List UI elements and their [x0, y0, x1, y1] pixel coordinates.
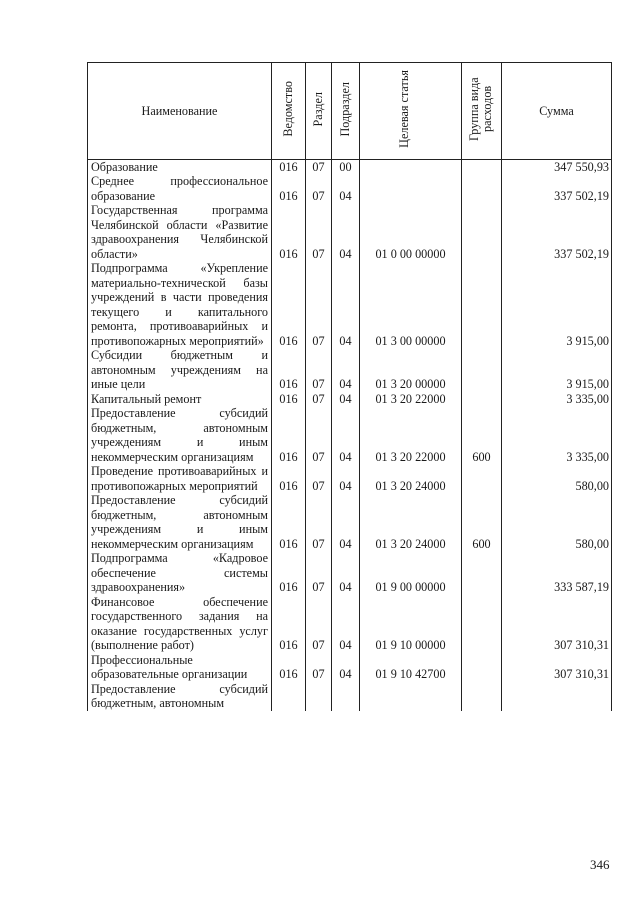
- cell-section: 07: [306, 653, 332, 682]
- cell-group: [462, 595, 502, 653]
- cell-target: 01 9 00 00000: [360, 551, 462, 595]
- table-row: [88, 595, 612, 653]
- cell-group: [462, 261, 502, 348]
- cell-name: Государственная программа Челябинской области «Развитие здравоохранения Челябинской области»: [88, 203, 272, 261]
- cell-section: 07: [306, 261, 332, 348]
- cell-sum: 3 915,00: [502, 261, 612, 348]
- cell-section: 07: [306, 595, 332, 653]
- cell-subsection: 00: [332, 159, 360, 174]
- cell-section: [306, 682, 332, 711]
- header-section: Раздел: [306, 63, 332, 160]
- cell-sum: 333 587,19: [502, 551, 612, 595]
- cell-sum: 580,00: [502, 464, 612, 493]
- table-row: [88, 348, 612, 392]
- table-row: [88, 159, 612, 174]
- cell-group: [462, 551, 502, 595]
- cell-name: Подпрограмма «Укрепление материально-технической базы учреждений в части проведения текущего и капитального ремонта, противоаварийных и противопожарных мероприятий»: [88, 261, 272, 348]
- header-subsection: Подраздел: [332, 63, 360, 160]
- cell-group: [462, 174, 502, 203]
- cell-target: 01 3 20 24000: [360, 493, 462, 551]
- cell-subsection: 04: [332, 493, 360, 551]
- cell-sum: 307 310,31: [502, 653, 612, 682]
- cell-section: 07: [306, 551, 332, 595]
- table-row: [88, 392, 612, 407]
- cell-target: 01 3 20 22000: [360, 392, 462, 407]
- header-expense-group: Группа вида расходов: [462, 63, 502, 160]
- cell-name: Образование: [88, 159, 272, 174]
- cell-target: [360, 174, 462, 203]
- cell-ministry: 016: [272, 203, 306, 261]
- cell-group: 600: [462, 493, 502, 551]
- cell-subsection: 04: [332, 464, 360, 493]
- cell-group: [462, 203, 502, 261]
- cell-target: 01 3 20 00000: [360, 348, 462, 392]
- cell-sum: 3 915,00: [502, 348, 612, 392]
- table-row: [88, 174, 612, 203]
- cell-target: 01 9 10 42700: [360, 653, 462, 682]
- table-row: [88, 261, 612, 348]
- cell-section: 07: [306, 392, 332, 407]
- cell-target: 01 0 00 00000: [360, 203, 462, 261]
- header-target-article: Целевая статья: [360, 63, 462, 160]
- cell-subsection: 04: [332, 392, 360, 407]
- cell-subsection: 04: [332, 653, 360, 682]
- cell-ministry: 016: [272, 551, 306, 595]
- table-row: [88, 493, 612, 551]
- cell-ministry: 016: [272, 174, 306, 203]
- cell-section: 07: [306, 406, 332, 464]
- cell-name: Предоставление субсидий бюджетным, автономным: [88, 682, 272, 711]
- header-ministry: Ведомство: [272, 63, 306, 160]
- cell-group: [462, 682, 502, 711]
- cell-ministry: 016: [272, 392, 306, 407]
- table-row: [88, 203, 612, 261]
- table-header: [88, 63, 612, 160]
- cell-sum: 347 550,93: [502, 159, 612, 174]
- cell-section: 07: [306, 203, 332, 261]
- cell-subsection: 04: [332, 595, 360, 653]
- cell-sum: 580,00: [502, 493, 612, 551]
- cell-name: Проведение противоаварийных и противопожарных мероприятий: [88, 464, 272, 493]
- cell-group: 600: [462, 406, 502, 464]
- cell-section: 07: [306, 464, 332, 493]
- cell-ministry: 016: [272, 493, 306, 551]
- cell-target: 01 3 20 22000: [360, 406, 462, 464]
- cell-subsection: 04: [332, 406, 360, 464]
- cell-ministry: 016: [272, 261, 306, 348]
- cell-ministry: 016: [272, 159, 306, 174]
- table-row: [88, 682, 612, 711]
- cell-section: 07: [306, 348, 332, 392]
- table-body: [88, 159, 612, 711]
- cell-section: 07: [306, 159, 332, 174]
- cell-name: Подпрограмма «Кадровое обеспечение системы здравоохранения»: [88, 551, 272, 595]
- cell-sum: 337 502,19: [502, 203, 612, 261]
- cell-name: Предоставление субсидий бюджетным, автономным учреждениям и иным некоммерческим организациям: [88, 493, 272, 551]
- cell-sum: 337 502,19: [502, 174, 612, 203]
- cell-name: Среднее профессиональное образование: [88, 174, 272, 203]
- cell-group: [462, 392, 502, 407]
- cell-ministry: 016: [272, 464, 306, 493]
- cell-section: 07: [306, 174, 332, 203]
- cell-subsection: 04: [332, 203, 360, 261]
- cell-subsection: 04: [332, 261, 360, 348]
- cell-ministry: 016: [272, 348, 306, 392]
- cell-name: Субсидии бюджетным и автономным учреждениям на иные цели: [88, 348, 272, 392]
- cell-name: Профессиональные образовательные организации: [88, 653, 272, 682]
- cell-subsection: 04: [332, 551, 360, 595]
- table-row: [88, 406, 612, 464]
- cell-group: [462, 464, 502, 493]
- cell-ministry: 016: [272, 595, 306, 653]
- cell-subsection: 04: [332, 174, 360, 203]
- cell-target: 01 3 00 00000: [360, 261, 462, 348]
- cell-target: 01 9 10 00000: [360, 595, 462, 653]
- cell-target: [360, 159, 462, 174]
- cell-sum: 3 335,00: [502, 392, 612, 407]
- cell-group: [462, 348, 502, 392]
- cell-group: [462, 653, 502, 682]
- cell-sum: 3 335,00: [502, 406, 612, 464]
- cell-name: Предоставление субсидий бюджетным, автономным учреждениям и иным некоммерческим организациям: [88, 406, 272, 464]
- cell-name: Капитальный ремонт: [88, 392, 272, 407]
- cell-ministry: [272, 682, 306, 711]
- table-row: [88, 464, 612, 493]
- cell-ministry: 016: [272, 406, 306, 464]
- cell-name: Финансовое обеспечение государственного задания на оказание государственных услуг (выполнение работ): [88, 595, 272, 653]
- page-number: 346: [590, 857, 610, 872]
- cell-group: [462, 159, 502, 174]
- cell-sum: [502, 682, 612, 711]
- table-row: [88, 653, 612, 682]
- cell-subsection: 04: [332, 348, 360, 392]
- cell-target: [360, 682, 462, 711]
- header-sum: Сумма: [502, 63, 612, 160]
- table-row: [88, 551, 612, 595]
- cell-section: 07: [306, 493, 332, 551]
- cell-ministry: 016: [272, 653, 306, 682]
- header-name: Наименование: [88, 63, 272, 160]
- cell-subsection: [332, 682, 360, 711]
- cell-target: 01 3 20 24000: [360, 464, 462, 493]
- cell-sum: 307 310,31: [502, 595, 612, 653]
- budget-table: [87, 62, 612, 711]
